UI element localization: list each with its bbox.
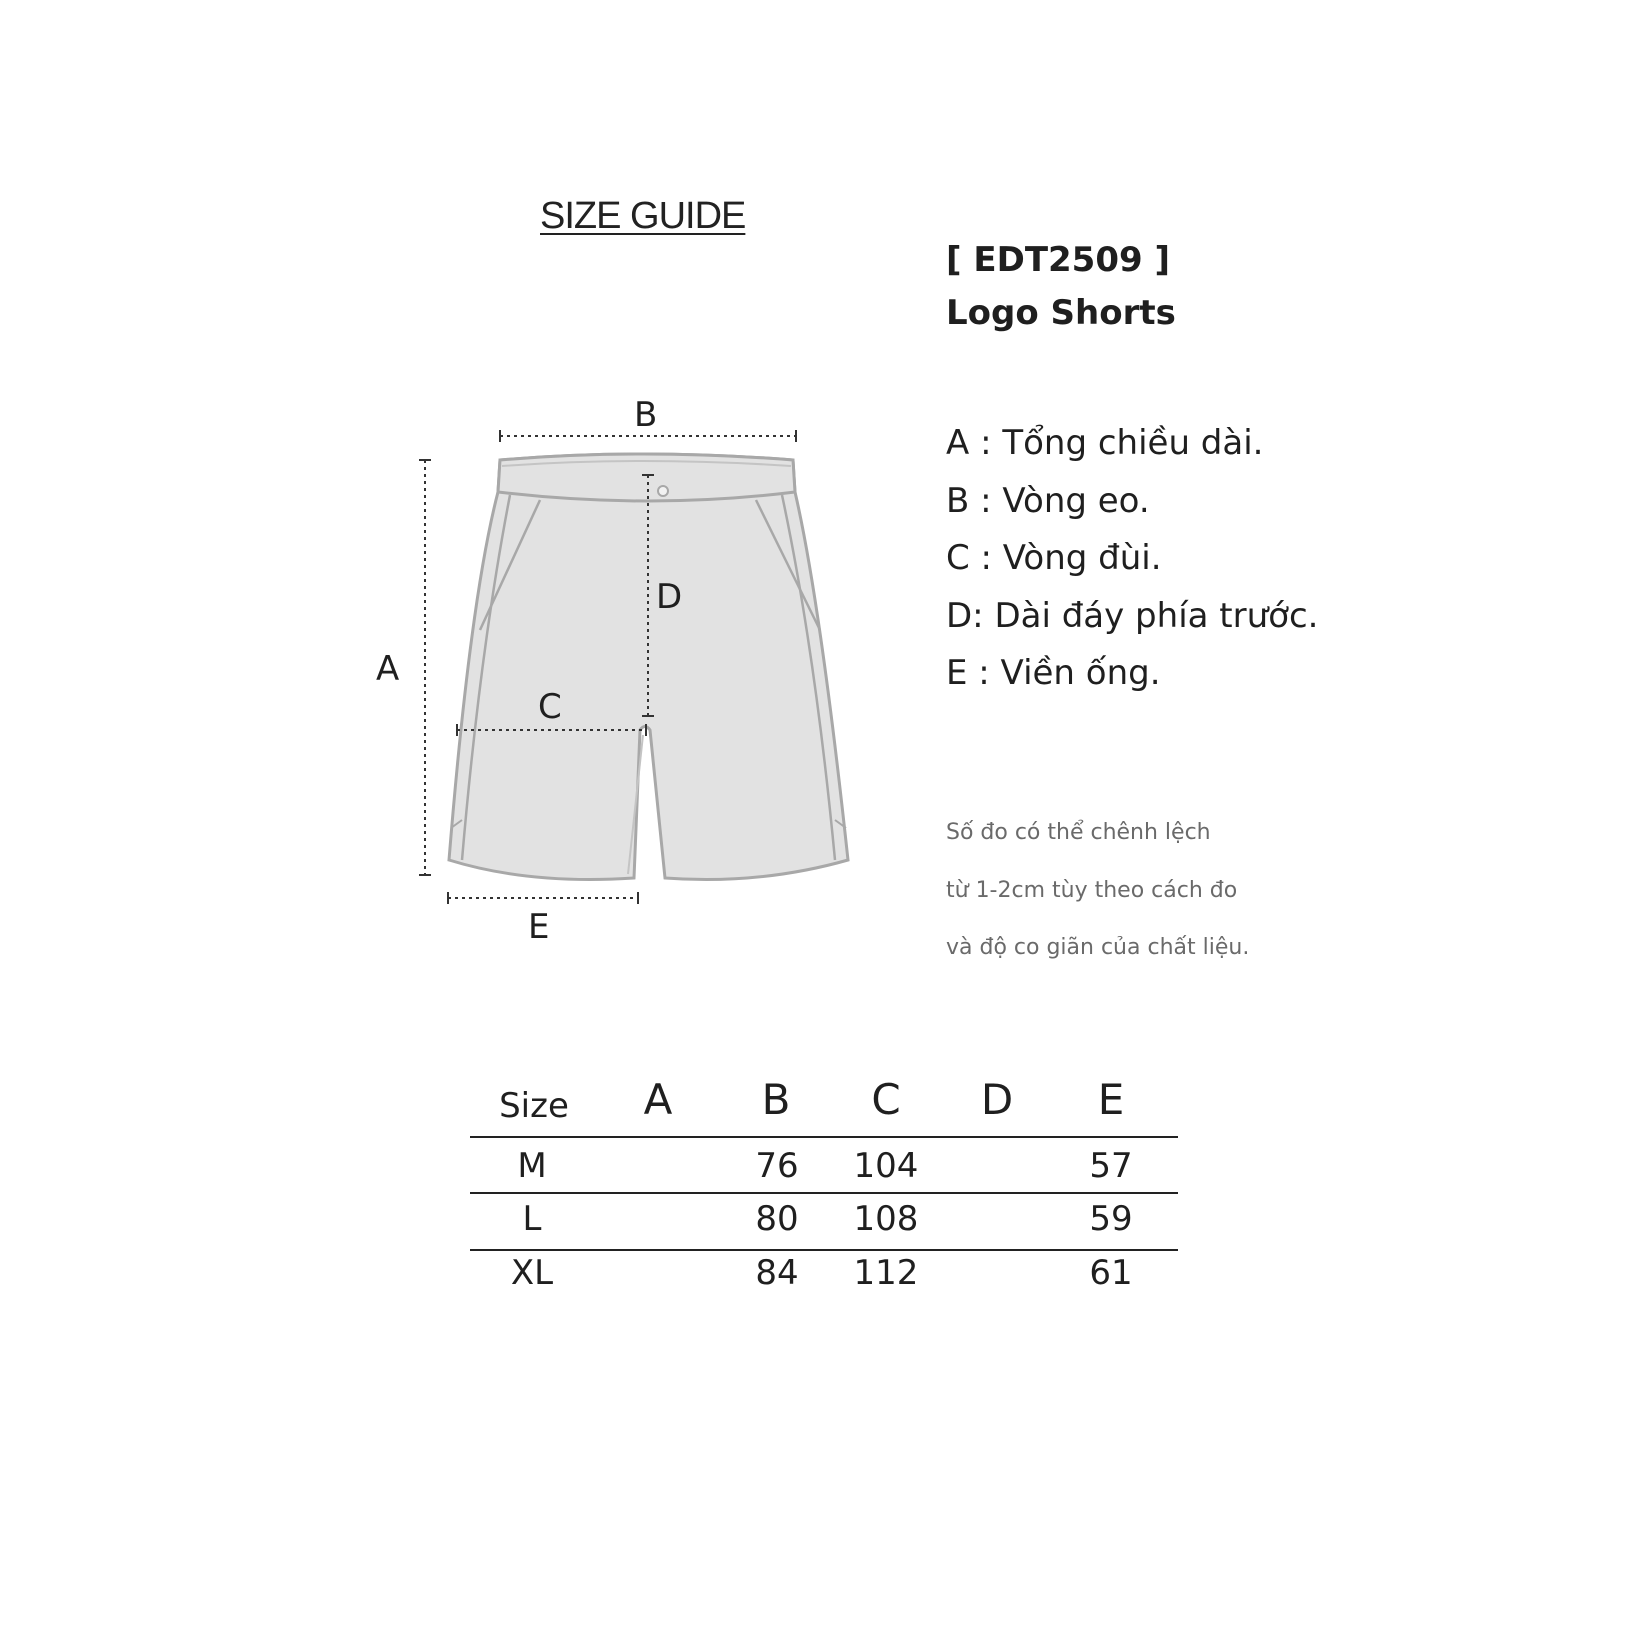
label-e: E [528,907,550,947]
label-d: D [656,577,683,617]
cell-c: 112 [853,1253,919,1293]
cell-b: 76 [755,1146,799,1186]
product-name: Logo Shorts [946,293,1176,333]
cell-c: 104 [853,1146,919,1186]
note-line: từ 1-2cm tùy theo cách đo [946,878,1238,903]
cell-size: M [517,1146,547,1186]
table-header-b: B [761,1075,791,1124]
waist-button [658,486,668,496]
table-header-c: C [871,1075,901,1124]
cell-e: 57 [1089,1146,1133,1186]
label-a: A [376,649,400,689]
legend-item-d: D: Dài đáy phía trước. [946,596,1319,636]
note-line: và độ co giãn của chất liệu. [946,935,1250,960]
table-header-size: Size [499,1086,569,1126]
table-header-e: E [1097,1075,1125,1124]
cell-e: 61 [1089,1253,1133,1293]
table-header-a: A [643,1075,673,1124]
product-code: [ EDT2509 ] [946,240,1171,280]
cell-b: 80 [755,1199,799,1239]
table-divider [470,1192,1178,1194]
dimension-a [419,460,431,875]
cell-b: 84 [755,1253,799,1293]
legend-item-e: E : Viền ống. [946,653,1161,693]
dimension-e [448,892,638,904]
label-b: B [634,395,658,435]
table-divider [470,1249,1178,1251]
table-divider [470,1136,1178,1138]
cell-size: L [522,1199,542,1239]
legend-item-c: C : Vòng đùi. [946,538,1162,578]
cell-c: 108 [853,1199,919,1239]
note-line: Số đo có thể chênh lệch [946,820,1211,845]
legend-item-a: A : Tổng chiều dài. [946,423,1264,463]
label-c: C [538,687,562,727]
page-title: SIZE GUIDE [540,195,746,237]
cell-size: XL [510,1253,554,1293]
cell-e: 59 [1089,1199,1133,1239]
legend-item-b: B : Vòng eo. [946,481,1150,521]
table-header-d: D [980,1075,1014,1124]
